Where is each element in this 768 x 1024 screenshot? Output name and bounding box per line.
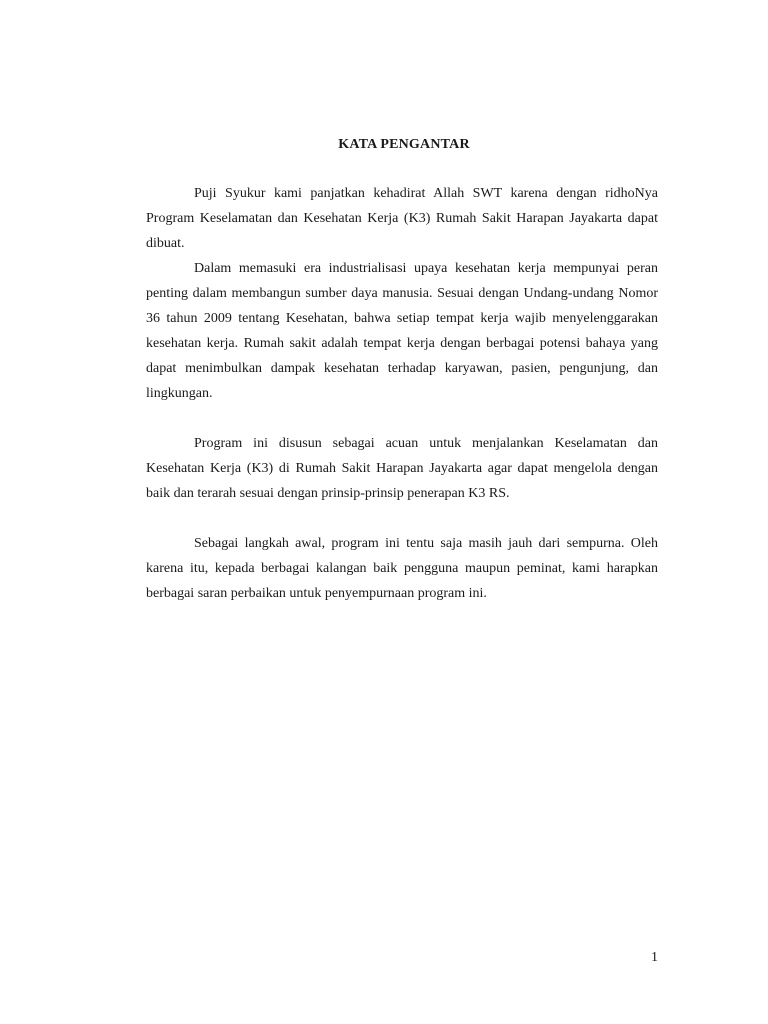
paragraph-background: Dalam memasuki era industrialisasi upaya kesehatan kerja mempunyai peran penting dalam membangun sumber daya manusia. Sesuai dengan Undang-undang Nomor 36 tahun 2009 tentang Kesehatan, bahwa setiap tempat kerja wajib menyelenggarakan kesehatan kerja. Rumah sakit adalah tempat kerja dengan berbagai potensi bahaya yang dapat menimbulkan dampak kesehatan terhadap karyawan, pasien, pengunjung, dan lingkungan. bbox=[146, 261, 658, 401]
paragraph-closing: Sebagai langkah awal, program ini tentu saja masih jauh dari sempurna. Oleh karena itu, kepada berbagai kalangan baik pengguna maupun peminat, kami harapkan berbagai saran perbaikan untuk penyempurnaan program ini. bbox=[146, 536, 658, 601]
document-title: KATA PENGANTAR bbox=[338, 137, 470, 152]
page-number: 1 bbox=[651, 950, 658, 965]
paragraph-purpose: Program ini disusun sebagai acuan untuk menjalankan Keselamatan dan Kesehatan Kerja (K3) di Rumah Sakit Harapan Jayakarta agar dapat mengelola dengan baik dan terarah sesuai dengan prinsip-prinsip penerapan K3 RS. bbox=[146, 436, 658, 501]
paragraph-opening: Puji Syukur kami panjatkan kehadirat Allah SWT karena dengan ridhoNya Program Keselamatan dan Kesehatan Kerja (K3) Rumah Sakit Harapan Jayakarta dapat dibuat. bbox=[146, 186, 658, 251]
document-body bbox=[146, 181, 658, 606]
